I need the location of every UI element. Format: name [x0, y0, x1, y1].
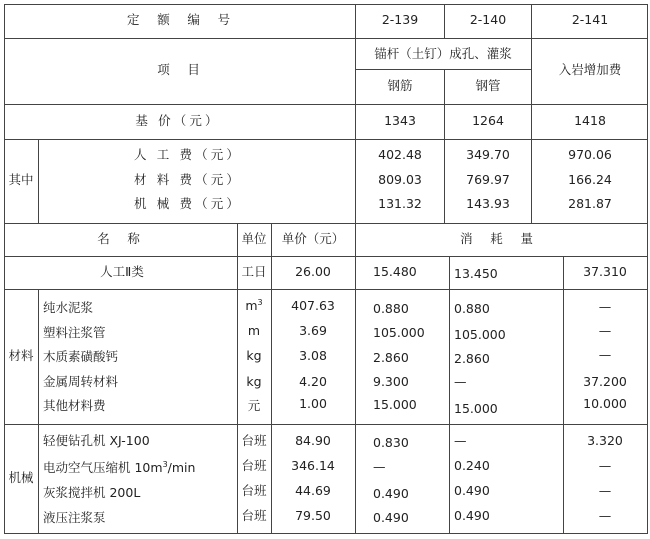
material-qty-1: 0.880 [373, 301, 409, 316]
labor-name: 人工Ⅱ类 [100, 264, 144, 279]
labor-qty-3: 37.310 [583, 264, 627, 279]
table-border-right [647, 4, 648, 534]
material-qty-2: 105.000 [454, 327, 506, 342]
machine-qty-2: 0.490 [454, 508, 490, 523]
column-header-price: 单价（元） [281, 231, 345, 246]
subheader-rebar: 钢筋 [387, 78, 413, 93]
col-divider [444, 69, 445, 223]
material-cost-3: 166.24 [568, 172, 612, 187]
material-price: 4.20 [299, 374, 327, 389]
machine-unit: 台班 [241, 433, 267, 448]
material-qty-1: 9.300 [373, 374, 409, 389]
material-qty-2: 2.860 [454, 351, 490, 366]
rock-surcharge-label: 入岩增加费 [558, 62, 622, 77]
material-qty-3: — [598, 323, 612, 338]
quota-code-2: 2-140 [469, 12, 507, 27]
material-name: 金属周转材料 [43, 374, 119, 389]
machine-qty-1: 0.490 [373, 510, 409, 525]
col-divider [444, 4, 445, 39]
machine-qty-2: — [454, 433, 467, 448]
material-price: 3.08 [299, 348, 327, 363]
material-unit: kg [246, 374, 262, 389]
row-divider [4, 424, 648, 425]
machine-name: 轻便钻孔机 XJ-100 [43, 433, 150, 448]
machine-qty-1: — [373, 459, 386, 474]
machine-qty-2: 0.490 [454, 483, 490, 498]
material-qty-1: 2.860 [373, 350, 409, 365]
material-name: 纯水泥浆 [43, 300, 94, 315]
material-qty-2: — [454, 374, 467, 389]
material-qty-3: 37.200 [583, 374, 627, 389]
machine-qty-1: 0.490 [373, 486, 409, 501]
machine-cost-3: 281.87 [568, 196, 612, 211]
row-divider [355, 69, 531, 70]
column-header-consumption: 消 耗 量 [460, 231, 540, 246]
material-name: 其他材料费 [43, 398, 106, 413]
material-qty-2: 0.880 [454, 301, 490, 316]
machine-price: 79.50 [295, 508, 331, 523]
machine-price: 346.14 [291, 458, 335, 473]
material-unit: kg [246, 348, 262, 363]
quota-code-3: 2-141 [571, 12, 609, 27]
machine-qty-3: — [598, 483, 612, 498]
material-price: 1.00 [299, 396, 327, 411]
col-divider [531, 4, 532, 223]
table-border-top [4, 4, 648, 5]
base-price-3: 1418 [574, 113, 606, 128]
machinery-group-label: 机械 [8, 470, 34, 485]
labor-qty-2: 13.450 [454, 266, 498, 281]
material-cost-1: 809.03 [378, 172, 422, 187]
col-divider [355, 4, 356, 534]
material-qty-1: 105.000 [373, 325, 425, 340]
machine-qty-1: 0.830 [373, 435, 409, 450]
material-name: 木质素磺酸钙 [43, 349, 119, 364]
machine-unit: 台班 [241, 458, 267, 473]
material-qty-3: — [598, 347, 612, 362]
machine-name: 灰浆搅拌机 200L [43, 485, 141, 500]
material-unit: $m^3$ [245, 297, 263, 313]
base-price-1: 1343 [384, 113, 416, 128]
machine-cost-1: 131.32 [378, 196, 422, 211]
row-divider [4, 139, 648, 140]
base-price-2: 1264 [472, 113, 504, 128]
material-price: 407.63 [291, 298, 335, 313]
quota-code-1: 2-139 [381, 12, 419, 27]
machine-price: 44.69 [295, 483, 331, 498]
labor-cost-3: 970.06 [568, 147, 612, 162]
col-divider [271, 223, 272, 533]
anchor-group-label: 锚杆（土钉）成孔、灌浆 [374, 46, 512, 61]
machine-price: 84.90 [295, 433, 331, 448]
labor-unit: 工日 [241, 264, 267, 279]
table-border-left [4, 4, 5, 534]
breakdown-group-label: 其中 [8, 172, 34, 187]
material-cost-label: 材 料 费（元） [134, 172, 242, 187]
base-price-label: 基 价（元） [135, 113, 221, 128]
subheader-steel-pipe: 钢管 [475, 78, 501, 93]
material-name: 塑料注浆管 [43, 325, 106, 340]
machine-unit: 台班 [241, 483, 267, 498]
machine-name: 液压注浆泵 [43, 510, 106, 525]
material-unit: 元 [247, 398, 261, 413]
quota-number-label: 定 额 编 号 [126, 12, 238, 27]
labor-cost-2: 349.70 [466, 147, 510, 162]
material-qty-3: — [598, 299, 612, 314]
materials-group-label: 材料 [8, 348, 34, 363]
col-divider [38, 139, 39, 223]
material-qty-1: 15.000 [373, 397, 417, 412]
col-divider [563, 256, 564, 533]
machine-cost-label: 机 械 费（元） [134, 196, 242, 211]
table-border-bottom [4, 533, 648, 534]
machine-cost-2: 143.93 [466, 196, 510, 211]
machine-qty-3: — [598, 458, 612, 473]
material-unit: m [247, 323, 261, 338]
material-cost-2: 769.97 [466, 172, 510, 187]
labor-cost-label: 人 工 费（元） [134, 147, 242, 162]
labor-cost-1: 402.48 [378, 147, 422, 162]
column-header-unit: 单位 [241, 231, 267, 246]
machine-qty-2: 0.240 [454, 458, 490, 473]
machine-unit: 台班 [241, 508, 267, 523]
row-divider [4, 289, 648, 290]
col-divider [449, 256, 450, 533]
machine-qty-3: — [598, 508, 612, 523]
material-price: 3.69 [299, 323, 327, 338]
material-qty-2: 15.000 [454, 401, 498, 416]
item-label: 项 目 [157, 62, 207, 77]
labor-qty-1: 15.480 [373, 264, 417, 279]
col-divider [237, 223, 238, 533]
column-header-name: 名 称 [97, 231, 147, 246]
machine-qty-3: 3.320 [587, 433, 623, 448]
row-divider [4, 256, 648, 257]
col-divider [38, 289, 39, 533]
row-divider [4, 104, 648, 105]
material-qty-3: 10.000 [583, 396, 627, 411]
row-divider [4, 223, 648, 224]
labor-price: 26.00 [295, 264, 331, 279]
machine-name: 电动空气压缩机 $10m^3/\min$ [43, 459, 196, 475]
row-divider [4, 38, 648, 39]
